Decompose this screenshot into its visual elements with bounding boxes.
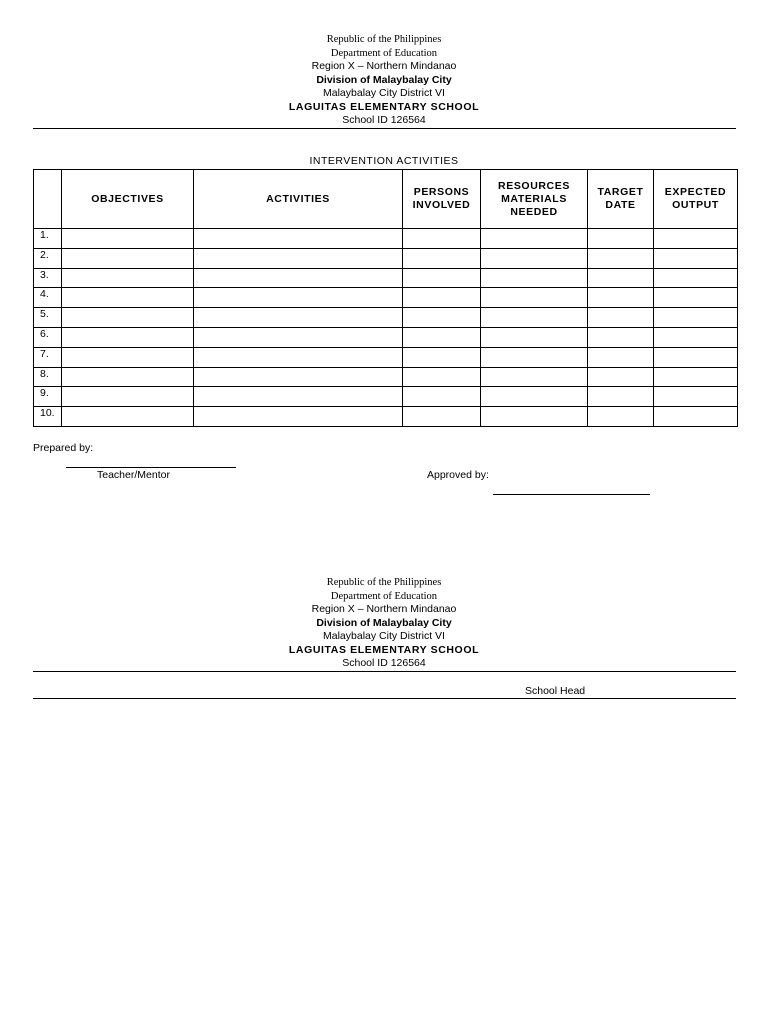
resources-cell[interactable] xyxy=(481,347,588,367)
target-date-cell[interactable] xyxy=(588,407,654,427)
activity-cell[interactable] xyxy=(194,268,403,288)
division-line: Division of Malaybalay City xyxy=(316,616,452,629)
section-title: INTERVENTION ACTIVITIES xyxy=(309,155,459,167)
row-number: 5. xyxy=(34,308,62,328)
target-date-cell[interactable] xyxy=(588,387,654,407)
header-divider-bottom xyxy=(33,671,736,672)
target-date-cell[interactable] xyxy=(588,229,654,249)
objective-cell[interactable] xyxy=(62,308,194,328)
resources-cell[interactable] xyxy=(481,327,588,347)
resources-cell[interactable] xyxy=(481,288,588,308)
teacher-mentor-label: Teacher/Mentor xyxy=(97,469,170,481)
persons-cell[interactable] xyxy=(403,347,481,367)
district-line: Malaybalay City District VI xyxy=(323,87,445,99)
school-name: LAGUITAS ELEMENTARY SCHOOL xyxy=(288,100,480,113)
activity-cell[interactable] xyxy=(194,327,403,347)
activity-cell[interactable] xyxy=(194,248,403,268)
resources-cell[interactable] xyxy=(481,387,588,407)
resources-cell[interactable] xyxy=(481,308,588,328)
activity-cell[interactable] xyxy=(194,308,403,328)
expected-output-cell[interactable] xyxy=(654,268,738,288)
table-row xyxy=(34,268,738,288)
objective-cell[interactable] xyxy=(62,407,194,427)
department-line: Department of Education xyxy=(330,590,438,602)
target-date-cell[interactable] xyxy=(588,288,654,308)
department-line: Department of Education xyxy=(330,47,438,59)
resources-cell[interactable] xyxy=(481,229,588,249)
activity-cell[interactable] xyxy=(194,229,403,249)
objective-cell[interactable] xyxy=(62,229,194,249)
persons-cell[interactable] xyxy=(403,288,481,308)
resources-cell[interactable] xyxy=(481,407,588,427)
col-header-target-date: TARGET DATE xyxy=(588,170,654,229)
resources-cell[interactable] xyxy=(481,367,588,387)
expected-output-cell[interactable] xyxy=(654,367,738,387)
region-line: Region X – Northern Mindanao xyxy=(311,60,457,72)
resources-cell[interactable] xyxy=(481,248,588,268)
approved-by-label: Approved by: xyxy=(427,469,489,481)
target-date-cell[interactable] xyxy=(588,308,654,328)
activity-cell[interactable] xyxy=(194,288,403,308)
activity-cell[interactable] xyxy=(194,347,403,367)
col-header-resources: RESOURCES MATERIALS NEEDED xyxy=(481,170,588,229)
school-name: LAGUITAS ELEMENTARY SCHOOL xyxy=(288,643,480,656)
header-divider-top xyxy=(33,128,736,129)
school-head-label: School Head xyxy=(525,685,586,697)
resources-cell[interactable] xyxy=(481,268,588,288)
target-date-cell[interactable] xyxy=(588,327,654,347)
letterhead-top xyxy=(0,33,768,128)
republic-line: Republic of the Philippines xyxy=(326,34,442,45)
objective-cell[interactable] xyxy=(62,387,194,407)
activity-cell[interactable] xyxy=(194,407,403,427)
row-number: 3. xyxy=(34,268,62,288)
col-header-activities: ACTIVITIES xyxy=(194,170,403,229)
row-number: 9. xyxy=(34,387,62,407)
intervention-table xyxy=(33,169,738,427)
col-header-persons: PERSONS INVOLVED xyxy=(403,170,481,229)
table-row xyxy=(34,367,738,387)
target-date-cell[interactable] xyxy=(588,248,654,268)
prepared-by-label: Prepared by: xyxy=(33,442,94,454)
table-header-row xyxy=(34,170,738,229)
persons-cell[interactable] xyxy=(403,367,481,387)
region-line: Region X – Northern Mindanao xyxy=(311,603,457,615)
teacher-signature-line[interactable] xyxy=(66,467,236,468)
persons-cell[interactable] xyxy=(403,387,481,407)
objective-cell[interactable] xyxy=(62,288,194,308)
row-number: 7. xyxy=(34,347,62,367)
objective-cell[interactable] xyxy=(62,327,194,347)
objective-cell[interactable] xyxy=(62,347,194,367)
persons-cell[interactable] xyxy=(403,308,481,328)
expected-output-cell[interactable] xyxy=(654,248,738,268)
table-row xyxy=(34,347,738,367)
expected-output-cell[interactable] xyxy=(654,229,738,249)
row-number: 4. xyxy=(34,288,62,308)
row-number: 2. xyxy=(34,248,62,268)
target-date-cell[interactable] xyxy=(588,367,654,387)
col-header-number xyxy=(34,170,62,229)
footer-divider xyxy=(33,698,736,699)
school-id: School ID 126564 xyxy=(342,657,426,669)
persons-cell[interactable] xyxy=(403,327,481,347)
target-date-cell[interactable] xyxy=(588,347,654,367)
expected-output-cell[interactable] xyxy=(654,308,738,328)
letterhead-bottom xyxy=(0,576,768,671)
objective-cell[interactable] xyxy=(62,367,194,387)
expected-output-cell[interactable] xyxy=(654,387,738,407)
persons-cell[interactable] xyxy=(403,407,481,427)
district-line: Malaybalay City District VI xyxy=(323,630,445,642)
col-header-objectives: OBJECTIVES xyxy=(62,170,194,229)
col-header-expected-output: EXPECTED OUTPUT xyxy=(654,170,738,229)
table-row xyxy=(34,387,738,407)
row-number: 6. xyxy=(34,327,62,347)
row-number: 8. xyxy=(34,367,62,387)
table-row xyxy=(34,248,738,268)
school-id: School ID 126564 xyxy=(342,114,426,126)
table-row xyxy=(34,288,738,308)
table-row xyxy=(34,308,738,328)
expected-output-cell[interactable] xyxy=(654,347,738,367)
expected-output-cell[interactable] xyxy=(654,407,738,427)
expected-output-cell[interactable] xyxy=(654,288,738,308)
activity-cell[interactable] xyxy=(194,387,403,407)
objective-cell[interactable] xyxy=(62,268,194,288)
activity-cell[interactable] xyxy=(194,367,403,387)
row-number: 1. xyxy=(34,229,62,249)
target-date-cell[interactable] xyxy=(588,268,654,288)
objective-cell[interactable] xyxy=(62,248,194,268)
table-row xyxy=(34,407,738,427)
persons-cell[interactable] xyxy=(403,229,481,249)
expected-output-cell[interactable] xyxy=(654,327,738,347)
division-line: Division of Malaybalay City xyxy=(316,73,452,86)
table-row xyxy=(34,327,738,347)
approver-signature-line[interactable] xyxy=(493,494,650,495)
table-row xyxy=(34,229,738,249)
republic-line: Republic of the Philippines xyxy=(326,577,442,588)
row-number: 10. xyxy=(34,407,62,427)
persons-cell[interactable] xyxy=(403,248,481,268)
persons-cell[interactable] xyxy=(403,268,481,288)
